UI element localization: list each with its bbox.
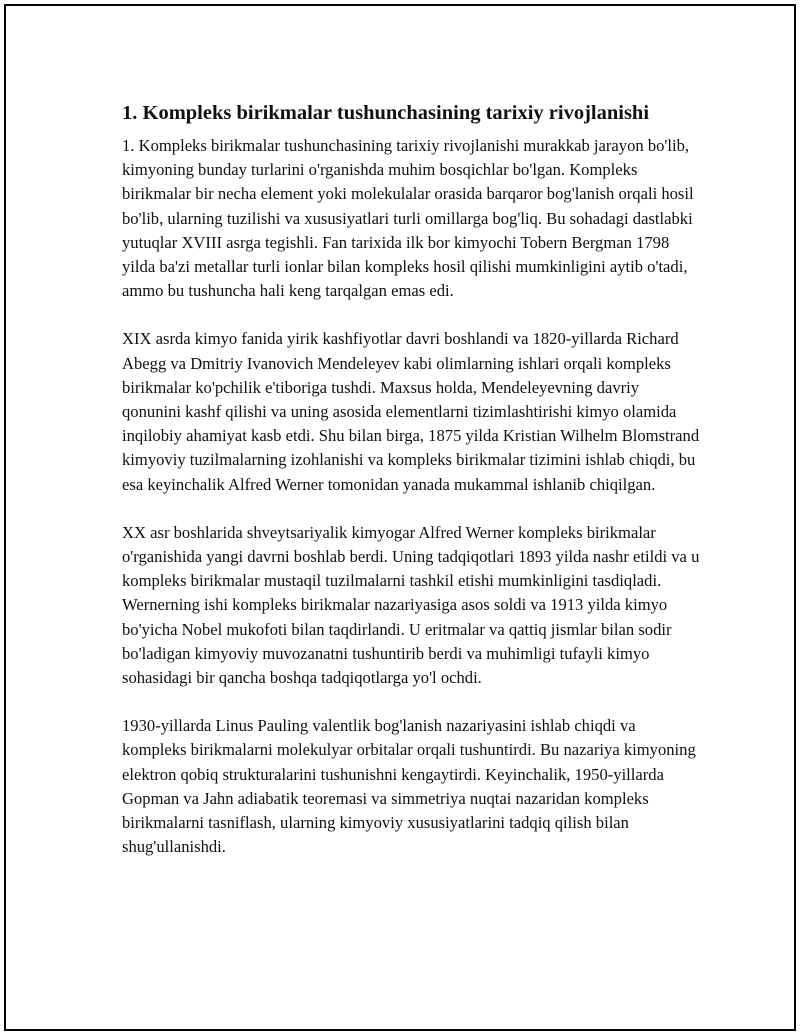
paragraph-3: XX asr boshlarida shveytsariyalik kimyogar Alfred Werner kompleks birikmalar o'rganishida yangi davrni boshlab berdi. Uning tadqiqotlari 1893 yilda nashr etildi va u kompleks birikmalar mustaqil tuzilmalarni tashkil etishi mumkinligini tasdiqladi. Wernerning ishi kompleks birikmalar nazariyasiga asos soldi va 1913 yilda kimyo bo'yicha Nobel mukofoti bilan taqdirlandi. U eritmalar va qattiq jismlar bilan sodir bo'ladigan kimyoviy muvozanatni tushuntirib berdi va muhimligi tufayli kimyo sohasidagi bir qancha boshqa tadqiqotlarga yo'l ochdi. xyxy=(122,522,700,688)
document-body xyxy=(122,100,700,883)
paragraph-2: XIX asrda kimyo fanida yirik kashfiyotlar davri boshlandi va 1820-yillarda Richard Abegg va Dmitriy Ivanovich Mendeleyev kabi olimlarning ishlari orqali kompleks birikmalar ko'pchilik e'tiboriga tushdi. Maxsus holda, Mendeleyevning davriy qonunini kashf qilishi va uning asosida elementlarni tizimlashtirishi kimyo olamida inqilobiy ahamiyat kasb etdi. Shu bilan birga, 1875 yilda Kristian Wilhelm Blomstrand kimyoviy tuzilmalarning izohlanishi va kompleks birikmalar tizimini ishlab chiqdi, bu esa keyinchalik Alfred Werner tomonidan yanada mukammal ishlanib chiqilgan. xyxy=(122,329,700,494)
paragraph-1: 1. Kompleks birikmalar tushunchasining tarixiy rivojlanishi murakkab jarayon bo'lib, kimyoning bunday turlarini o'rganishda muhim bosqichlar bo'lgan. Kompleks birikmalar bir necha element yoki molekulalar orasida barqaror bog'lanish orqali hosil bo'lib, ularning tuzilishi va xususiyatlari turli omillarga bog'liq. Bu sohadagi dastlabki yutuqlar XVIII asrga tegishli. Fan tarixida ilk bor kimyochi Tobern Bergman 1798 yilda ba'zi metallar turli ionlar bilan kompleks hosil qilishi mumkinligini aytib o'tadi, ammo bu tushuncha hali keng tarqalgan emas edi. xyxy=(122,136,694,301)
document-heading: 1. Kompleks birikmalar tushunchasining tarixiy rivojlanishi xyxy=(122,102,650,124)
page-frame xyxy=(4,4,796,1031)
paragraph-4: 1930-yillarda Linus Pauling valentlik bog'lanish nazariyasini ishlab chiqdi va kompleks birikmalarni molekulyar orbitalar orqali tushuntirdi. Bu nazariya kimyoning elektron qobiq strukturalarini tushunishni kengaytirdi. Keyinchalik, 1950-yillarda Gopman va Jahn adiabatik teoremasi va simmetriya nuqtai nazaridan kompleks birikmalarni tasniflash, ularning kimyoviy xususiyatlarini tadqiq qilish bilan shug'ullanishdi. xyxy=(122,716,696,857)
